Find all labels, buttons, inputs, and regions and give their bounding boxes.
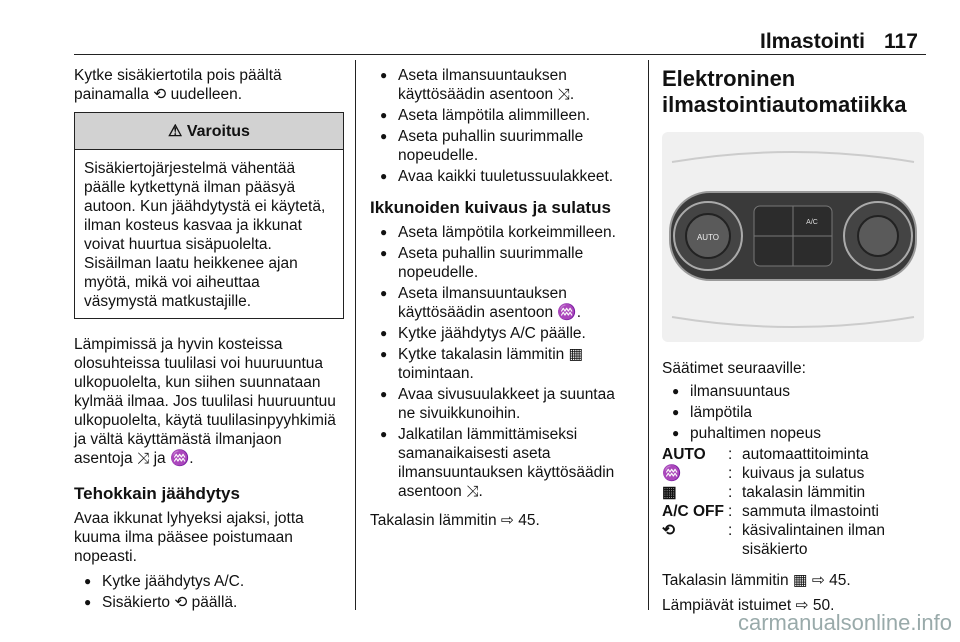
list-item: ● Kytke jäähdytys A/C päälle. bbox=[370, 324, 635, 343]
list-item: ● Aseta puhallin suurimmalle nopeudelle. bbox=[370, 244, 635, 282]
list-item: ● Aseta lämpötila alimmilleen. bbox=[370, 106, 635, 125]
heated-seats-reference: Lämpiävät istuimet ⇨ 50. bbox=[662, 597, 835, 614]
list-item: ● Kytke jäähdytys A/C. bbox=[74, 572, 344, 591]
controls-intro: Säätimet seuraaville: bbox=[662, 360, 806, 377]
definition-row: ♒ : kuivaus ja sulatus bbox=[662, 464, 932, 483]
list-item: ● Kytke takalasin lämmitin ▦ toimintaan. bbox=[370, 345, 635, 383]
definition-value: takalasin lämmitin bbox=[742, 484, 866, 501]
climate-panel-illustration bbox=[662, 132, 924, 342]
warning-box bbox=[74, 112, 344, 319]
auto-label: AUTO bbox=[696, 233, 720, 242]
definition-key: ⟲ bbox=[662, 522, 675, 539]
right-dial bbox=[844, 202, 912, 270]
definition-value: kuivaus ja sulatus bbox=[742, 465, 865, 482]
list-item: ● Aseta puhallin suurimmalle nopeudelle. bbox=[370, 127, 635, 165]
center-buttons bbox=[754, 206, 832, 266]
list-item: ● Sisäkierto ⟲ päällä. bbox=[74, 593, 344, 612]
definition-value: automaattitoiminta bbox=[742, 446, 869, 463]
page-number: 117 bbox=[884, 30, 918, 53]
column-divider-2 bbox=[648, 60, 649, 610]
list-item: ● ilmansuuntaus bbox=[662, 382, 932, 401]
definition-key: ▦ bbox=[662, 484, 677, 501]
list-item: ● Aseta ilmansuuntauksen käyttösäädin asentoon ♒. bbox=[370, 284, 635, 322]
definition-key: ♒ bbox=[662, 465, 682, 482]
defog-steps-list bbox=[370, 223, 635, 501]
definition-row: A/C OFF : sammuta ilmastointi bbox=[662, 502, 932, 521]
efficient-text: Avaa ikkunat lyhyeksi ajaksi, jotta kuuma ilma pääsee poistumaan nopeasti. bbox=[74, 510, 304, 565]
left-dial bbox=[674, 202, 742, 270]
header-rule bbox=[74, 54, 926, 55]
heading-defog: Ikkunoiden kuivaus ja sulatus bbox=[370, 198, 611, 217]
list-item: ● puhaltimen nopeus bbox=[662, 424, 932, 443]
definition-key: A/C OFF bbox=[662, 503, 724, 520]
list-item: ● Jalkatilan lämmittämiseksi samanaikaisesti aseta ilmansuuntauksen käyttösäädin asentoon ⤨. bbox=[370, 425, 635, 501]
section-heading: Elektroninen ilmastointiautomatiikka bbox=[662, 66, 907, 117]
intro-text: Kytke sisäkiertotila pois päältä painamalla ⟲ uudelleen. bbox=[74, 67, 282, 103]
list-item: ● Aseta lämpötila korkeimmilleen. bbox=[370, 223, 635, 242]
rear-heater-reference: Takalasin lämmitin ▦ ⇨ 45. bbox=[662, 572, 851, 589]
section-title: Ilmastointi bbox=[760, 30, 866, 53]
list-item: ● Aseta ilmansuuntauksen käyttösäädin asentoon ⤨. bbox=[370, 66, 635, 104]
list-item: ● lämpötila bbox=[662, 403, 932, 422]
column-3 bbox=[662, 66, 932, 615]
button-definitions bbox=[662, 445, 932, 559]
humidity-paragraph: Lämpimissä ja hyvin kosteissa olosuhteissa tuulilasi voi huuruuntua ulkopuolelta, kun siihen suunnataan kylmää ilmaa. Jos tuulilasi huuruuntuu ulkopuolelta, käytä tuulilasinpyyhkimiä ja vältä käyttämästä ilmanjaon asentoja ⤨ ja ♒. bbox=[74, 336, 336, 467]
definition-row: AUTO : automaattitoiminta bbox=[662, 445, 932, 464]
list-item: ● Avaa kaikki tuuletussuulakkeet. bbox=[370, 167, 635, 186]
ac-label: A/C bbox=[806, 219, 818, 226]
watermark: carmanualsonline.info bbox=[737, 610, 952, 635]
warning-body: Sisäkiertojärjestelmä vähentää päälle kytkettynä ilman pääsyä autoon. Kun jäähdytystä ei käytetä, ilman kosteus kasvaa ja ikkunat voivat huurtua sisäpuolelta. Sisäilman laatu heikkenee ajan myötä, mikä voi aiheuttaa väsymystä matkustajille. bbox=[84, 160, 326, 310]
controls-list bbox=[662, 382, 932, 443]
definition-value: sammuta ilmastointi bbox=[742, 503, 879, 520]
definition-row: ▦ : takalasin lämmitin bbox=[662, 483, 932, 502]
column-1 bbox=[74, 66, 344, 614]
definition-value: käsivalintainen ilman sisäkierto bbox=[742, 522, 886, 558]
cooling-steps-list bbox=[370, 66, 635, 186]
list-item: ● Avaa sivusuulakkeet ja suuntaa ne sivuikkunoihin. bbox=[370, 385, 635, 423]
heading-efficient-cooling: Tehokkain jäähdytys bbox=[74, 484, 240, 503]
rear-heater-reference: Takalasin lämmitin ⇨ 45. bbox=[370, 512, 540, 529]
column-divider-1 bbox=[355, 60, 356, 610]
definition-key: AUTO bbox=[662, 446, 706, 463]
efficient-list bbox=[74, 572, 344, 612]
warning-title: ⚠ Varoitus bbox=[75, 113, 343, 150]
column-2 bbox=[370, 66, 635, 530]
definition-row: ⟲ : käsivalintainen ilman sisäkierto bbox=[662, 521, 932, 559]
